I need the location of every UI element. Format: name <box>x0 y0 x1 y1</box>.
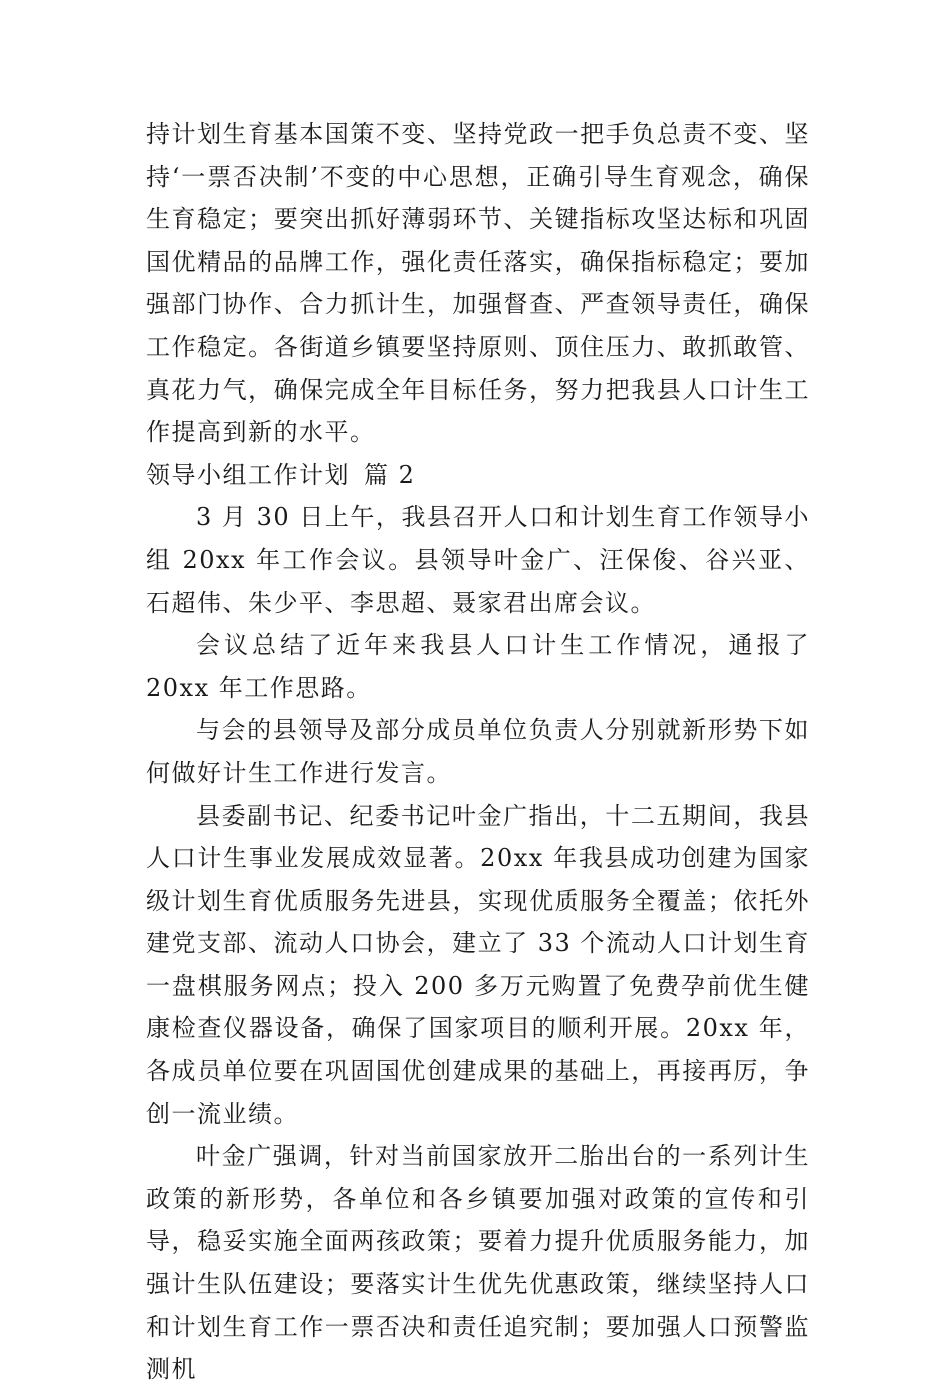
paragraph: 会议总结了近年来我县人口计生工作情况，通报了 20xx 年工作思路。 <box>146 631 810 702</box>
section-number: 篇 2 <box>364 460 416 489</box>
paragraph: 叶金广强调，针对当前国家放开二胎出台的一系列计生政策的新形势，各单位和各乡镇要加强对政策的宣传和引导，稳妥实施全面两孩政策；要着力提升优质服务能力，加强计生队伍建设；要落实计生优先优惠政策，继续坚持人口和计划生育工作一票否决和责任追究制；要加强人口预警监测机 <box>146 1142 810 1384</box>
paragraph: 县委副书记、纪委书记叶金广指出，十二五期间，我县人口计生事业发展成效显著。20xx 年我县成功创建为国家级计划生育优质服务先进县，实现优质服务全覆盖；依托外建党支部、流动人口协会，建立了 33 个流动人口计划生育一盘棋服务网点；投入 200 多万元购置了免费孕前优生健康检查仪器设备，确保了国家项目的顺利开展。20xx 年，各成员单位要在巩固国优创建成果的基础上，再接再厉，争创一流业绩。 <box>146 801 810 1128</box>
document-body <box>146 113 810 1391</box>
continued-paragraph: 持计划生育基本国策不变、坚持党政一把手负总责不变、坚持‘一票否决制’不变的中心思想，正确引导生育观念，确保生育稳定；要突出抓好薄弱环节、关键指标攻坚达标和巩固国优精品的品牌工作，强化责任落实，确保指标稳定；要加强部门协作、合力抓计生，加强督查、严查领导责任，确保工作稳定。各街道乡镇要坚持原则、顶住压力、敢抓敢管、真花力气，确保完成全年目标任务，努力把我县人口计生工作提高到新的水平。 <box>146 120 810 447</box>
paragraph: 3 月 30 日上午，我县召开人口和计划生育工作领导小组 20xx 年工作会议。县领导叶金广、汪保俊、谷兴亚、石超伟、朱少平、李思超、聂家君出席会议。 <box>146 503 810 617</box>
section-title: 领导小组工作计划 <box>146 460 350 489</box>
section-heading <box>146 454 810 497</box>
paragraph: 与会的县领导及部分成员单位负责人分别就新形势下如何做好计生工作进行发言。 <box>146 716 810 787</box>
